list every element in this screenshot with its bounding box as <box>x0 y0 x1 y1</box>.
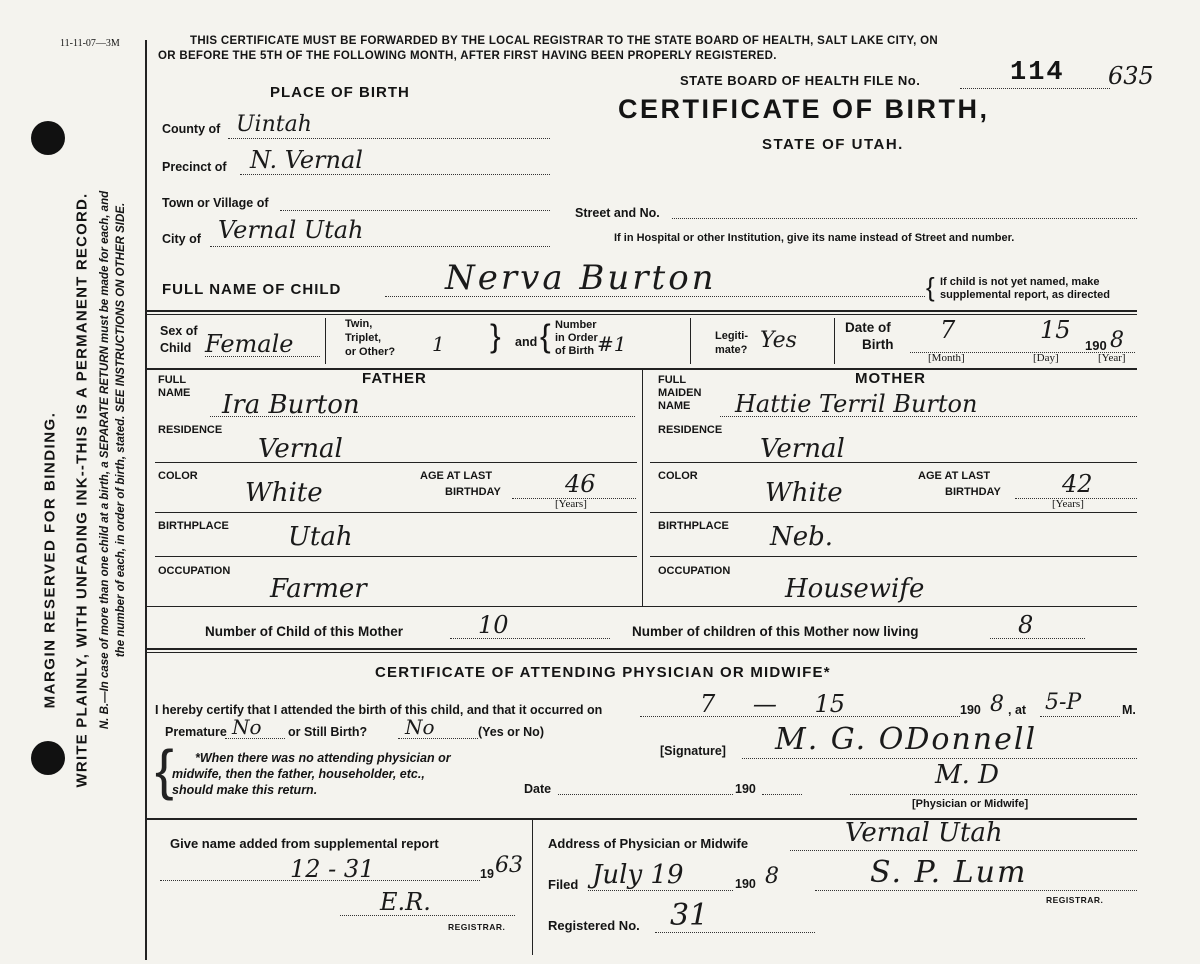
yes-no-label: (Yes or No) <box>478 725 544 739</box>
mother-age-label-2: BIRTHDAY <box>945 486 1001 498</box>
twin-label-3: or Other? <box>345 346 396 358</box>
note-line-1: *When there was no attending physician or <box>195 751 451 765</box>
and-label: and <box>515 335 538 349</box>
mother-color-label: COLOR <box>658 470 698 482</box>
supplemental-registrar-label: REGISTRAR. <box>448 922 506 932</box>
physician-title: M. D <box>935 760 999 790</box>
supplemental-date: 12 - 31 <box>290 855 375 883</box>
dob-year: 8 <box>1110 328 1124 353</box>
physician-heading: CERTIFICATE OF ATTENDING PHYSICIAN OR MIDWIFE* <box>375 664 831 681</box>
mother-residence: Vernal <box>760 434 845 464</box>
child-number-line <box>450 638 610 639</box>
order-value: #1 <box>597 332 627 356</box>
mother-years-label: [Years] <box>1052 498 1084 510</box>
father-name-label-1: FULL <box>158 374 187 386</box>
precinct-value: N. Vernal <box>250 146 363 174</box>
order-label-1: Number <box>555 319 597 331</box>
father-color: White <box>245 478 323 508</box>
binding-hole-bottom <box>31 741 65 775</box>
city-value: Vernal Utah <box>218 216 364 244</box>
twin-label-2: Triplet, <box>345 332 382 344</box>
premature-label: Premature <box>165 725 227 739</box>
child-name-line <box>385 296 925 297</box>
margin-rule <box>145 40 147 960</box>
order-label-3: of Birth <box>555 345 595 357</box>
living-number: 8 <box>1018 611 1034 639</box>
still-birth-line <box>398 738 478 739</box>
m-label: M. <box>1122 703 1136 717</box>
mother-color-line <box>650 512 1137 513</box>
filed-year-prefix: 190 <box>735 877 756 891</box>
margin-note-line2: the number of each, in order of birth, stated. SEE INSTRUCTIONS ON OTHER SIDE. <box>115 202 127 658</box>
month-label: [Month] <box>928 352 965 364</box>
street-label: Street and No. <box>575 206 660 220</box>
mother-occupation: Housewife <box>785 574 925 604</box>
note-brace: { <box>155 738 174 801</box>
child-number-label: Number of Child of this Mother <box>205 624 403 639</box>
mother-name-line <box>720 416 1137 417</box>
mother-name-label-1: FULL <box>658 374 687 386</box>
registered-line <box>655 932 815 933</box>
dob-label-2: Birth <box>862 337 894 352</box>
father-residence-line <box>155 462 637 463</box>
street-line <box>672 218 1137 219</box>
filing-registrar-label: REGISTRAR. <box>1046 895 1104 905</box>
rule-above-physician <box>147 648 1137 650</box>
father-color-line <box>155 512 637 513</box>
child-name-value: Nerva Burton <box>445 258 717 298</box>
sex-label-2: Child <box>160 341 192 355</box>
twin-label-1: Twin, <box>345 318 373 330</box>
mother-heading: MOTHER <box>855 370 926 387</box>
supplemental-year-prefix: 19 <box>480 867 494 881</box>
supplemental-date-line <box>160 880 480 881</box>
year-label: [Year] <box>1098 352 1126 364</box>
filed-date: July 19 <box>592 860 684 890</box>
premature-value: No <box>232 715 262 739</box>
registrar-signature: S. P. Lum <box>870 855 1028 890</box>
child-name-brace: { <box>926 272 935 302</box>
address-line <box>790 850 1137 851</box>
file-no-label: STATE BOARD OF HEALTH FILE No. <box>680 73 921 88</box>
note-line-2: midwife, then the father, householder, etc., <box>172 767 425 781</box>
filed-year: 8 <box>765 864 779 889</box>
filed-label: Filed <box>548 877 579 892</box>
county-value: Uintah <box>236 112 312 137</box>
file-no-handwritten: 635 <box>1108 62 1154 90</box>
certify-text: I hereby certify that I attended the birth of this child, and that it occurred on <box>155 703 603 717</box>
notice-line1: THIS CERTIFICATE MUST BE FORWARDED BY THE LOCAL REGISTRAR TO THE STATE BOARD OF HEALTH, SALT LAKE CITY, ON <box>190 35 938 47</box>
state-name: STATE OF UTAH. <box>762 136 904 153</box>
father-residence: Vernal <box>258 434 343 464</box>
mother-name: Hattie Terril Burton <box>735 390 978 418</box>
still-birth-value: No <box>405 715 435 739</box>
mother-occupation-label: OCCUPATION <box>658 565 731 577</box>
mother-age: 42 <box>1062 470 1093 498</box>
rule-under-name <box>147 310 1137 312</box>
date-year-prefix: 190 <box>735 782 756 796</box>
date-line <box>558 794 733 795</box>
signature-line <box>742 758 1137 759</box>
county-line <box>228 138 550 139</box>
father-color-label: COLOR <box>158 470 198 482</box>
sex-label-1: Sex of <box>160 324 198 338</box>
twin-brace: } <box>490 318 501 354</box>
time-line <box>1040 716 1120 717</box>
father-name-label-2: NAME <box>158 387 191 399</box>
father-years-label: [Years] <box>555 498 587 510</box>
city-line <box>210 246 550 247</box>
hospital-note: If in Hospital or other Institution, give its name instead of Street and number. <box>614 232 1015 244</box>
supplemental-initials: E.R. <box>380 888 431 916</box>
mother-birthplace: Neb. <box>770 522 834 552</box>
child-number: 10 <box>478 611 509 639</box>
birth-date-certified: 7 — 15 <box>700 690 846 718</box>
mother-age-label-1: AGE AT LAST <box>918 470 991 482</box>
father-age-label-1: AGE AT LAST <box>420 470 493 482</box>
supplemental-registrar-line <box>340 915 515 916</box>
birth-time: 5-P <box>1045 690 1082 715</box>
file-no: 114 <box>1010 58 1065 88</box>
binding-hole-top <box>31 121 65 155</box>
supplemental-label: Give name added from supplemental report <box>170 836 439 851</box>
father-occupation: Farmer <box>270 574 367 604</box>
certify-year: 8 <box>990 692 1004 717</box>
legit-divider <box>834 318 835 364</box>
sex-line <box>205 356 320 357</box>
precinct-label: Precinct of <box>162 160 227 174</box>
premature-line <box>225 738 285 739</box>
rule-under-name-2 <box>147 314 1137 315</box>
signature-label: [Signature] <box>660 744 726 758</box>
father-residence-label: RESIDENCE <box>158 424 223 436</box>
town-line <box>280 210 550 211</box>
supplemental-year: 63 <box>495 853 523 878</box>
physician-address: Vernal Utah <box>845 818 1003 848</box>
mother-name-label-2: MAIDEN <box>658 387 702 399</box>
mother-color: White <box>765 478 843 508</box>
child-name-label: FULL NAME OF CHILD <box>162 281 342 298</box>
order-divider <box>690 318 691 364</box>
bottom-divider <box>532 820 533 955</box>
legit-label-1: Legiti- <box>715 330 748 342</box>
filed-line <box>588 890 733 891</box>
role-line <box>850 794 1137 795</box>
father-birthplace-line <box>155 556 637 557</box>
living-line <box>990 638 1085 639</box>
dob-day: 15 <box>1040 316 1071 344</box>
margin-permanent-text: WRITE PLAINLY, WITH UNFADING INK--THIS IS A PERMANENT RECORD. <box>73 192 91 788</box>
still-birth-label: or Still Birth? <box>288 725 368 739</box>
dob-month: 7 <box>940 316 956 344</box>
parents-divider <box>642 370 643 606</box>
notice-line2: OR BEFORE THE 5TH OF THE FOLLOWING MONTH, AFTER FIRST HAVING BEEN PROPERLY REGISTERED. <box>158 50 777 62</box>
name-note-2: supplemental report, as directed <box>940 289 1110 301</box>
father-age: 46 <box>565 470 596 498</box>
dob-label-1: Date of <box>845 320 891 335</box>
father-name-line <box>210 416 635 417</box>
mother-name-label-3: NAME <box>658 400 691 412</box>
registrar-line <box>815 890 1137 891</box>
sex-divider <box>325 318 326 364</box>
name-note-1: If child is not yet named, make <box>940 276 1100 288</box>
rule-below-parents <box>147 606 1137 607</box>
father-occupation-label: OCCUPATION <box>158 565 231 577</box>
physician-signature: M. G. ODonnell <box>775 722 1038 757</box>
certificate-title: CERTIFICATE OF BIRTH, <box>618 94 990 124</box>
precinct-line <box>240 174 550 175</box>
margin-binding-text: MARGIN RESERVED FOR BINDING. <box>41 411 59 709</box>
legit-value: Yes <box>760 328 797 353</box>
living-label: Number of children of this Mother now living <box>632 624 919 639</box>
father-birthplace-label: BIRTHPLACE <box>158 520 229 532</box>
sex-value: Female <box>205 330 294 358</box>
registered-label: Registered No. <box>548 918 640 933</box>
legit-label-2: mate? <box>715 344 748 356</box>
margin-note-line1: N. B.—In case of more than one child at a birth, a SEPARATE RETURN must be made for each, and <box>99 190 111 730</box>
form-code: 11-11-07—3M <box>60 38 120 49</box>
date-year-line <box>762 794 802 795</box>
city-label: City of <box>162 232 201 246</box>
at-label: , at <box>1008 703 1027 717</box>
mother-birthplace-label: BIRTHPLACE <box>658 520 729 532</box>
place-heading: PLACE OF BIRTH <box>270 84 410 101</box>
father-heading: FATHER <box>362 370 427 387</box>
dob-year-prefix: 190 <box>1085 338 1107 353</box>
physician-role-label: [Physician or Midwife] <box>912 798 1029 810</box>
certify-year-prefix: 190 <box>960 703 981 717</box>
twin-value: 1 <box>432 332 445 356</box>
town-label: Town or Village of <box>162 196 269 210</box>
order-brace: { <box>540 318 551 354</box>
county-label: County of <box>162 122 221 136</box>
certify-date-line <box>640 716 960 717</box>
father-age-label-2: BIRTHDAY <box>445 486 501 498</box>
father-name: Ira Burton <box>222 390 360 420</box>
mother-residence-line <box>650 462 1137 463</box>
mother-residence-label: RESIDENCE <box>658 424 723 436</box>
date-label: Date <box>524 782 552 796</box>
father-birthplace: Utah <box>288 522 353 552</box>
rule-above-physician-2 <box>147 652 1137 653</box>
mother-birthplace-line <box>650 556 1137 557</box>
order-label-2: in Order <box>555 332 598 344</box>
file-no-line <box>960 88 1110 89</box>
note-line-3: should make this return. <box>172 783 318 797</box>
address-label: Address of Physician or Midwife <box>548 836 749 851</box>
day-label: [Day] <box>1033 352 1059 364</box>
registered-number: 31 <box>670 898 709 933</box>
